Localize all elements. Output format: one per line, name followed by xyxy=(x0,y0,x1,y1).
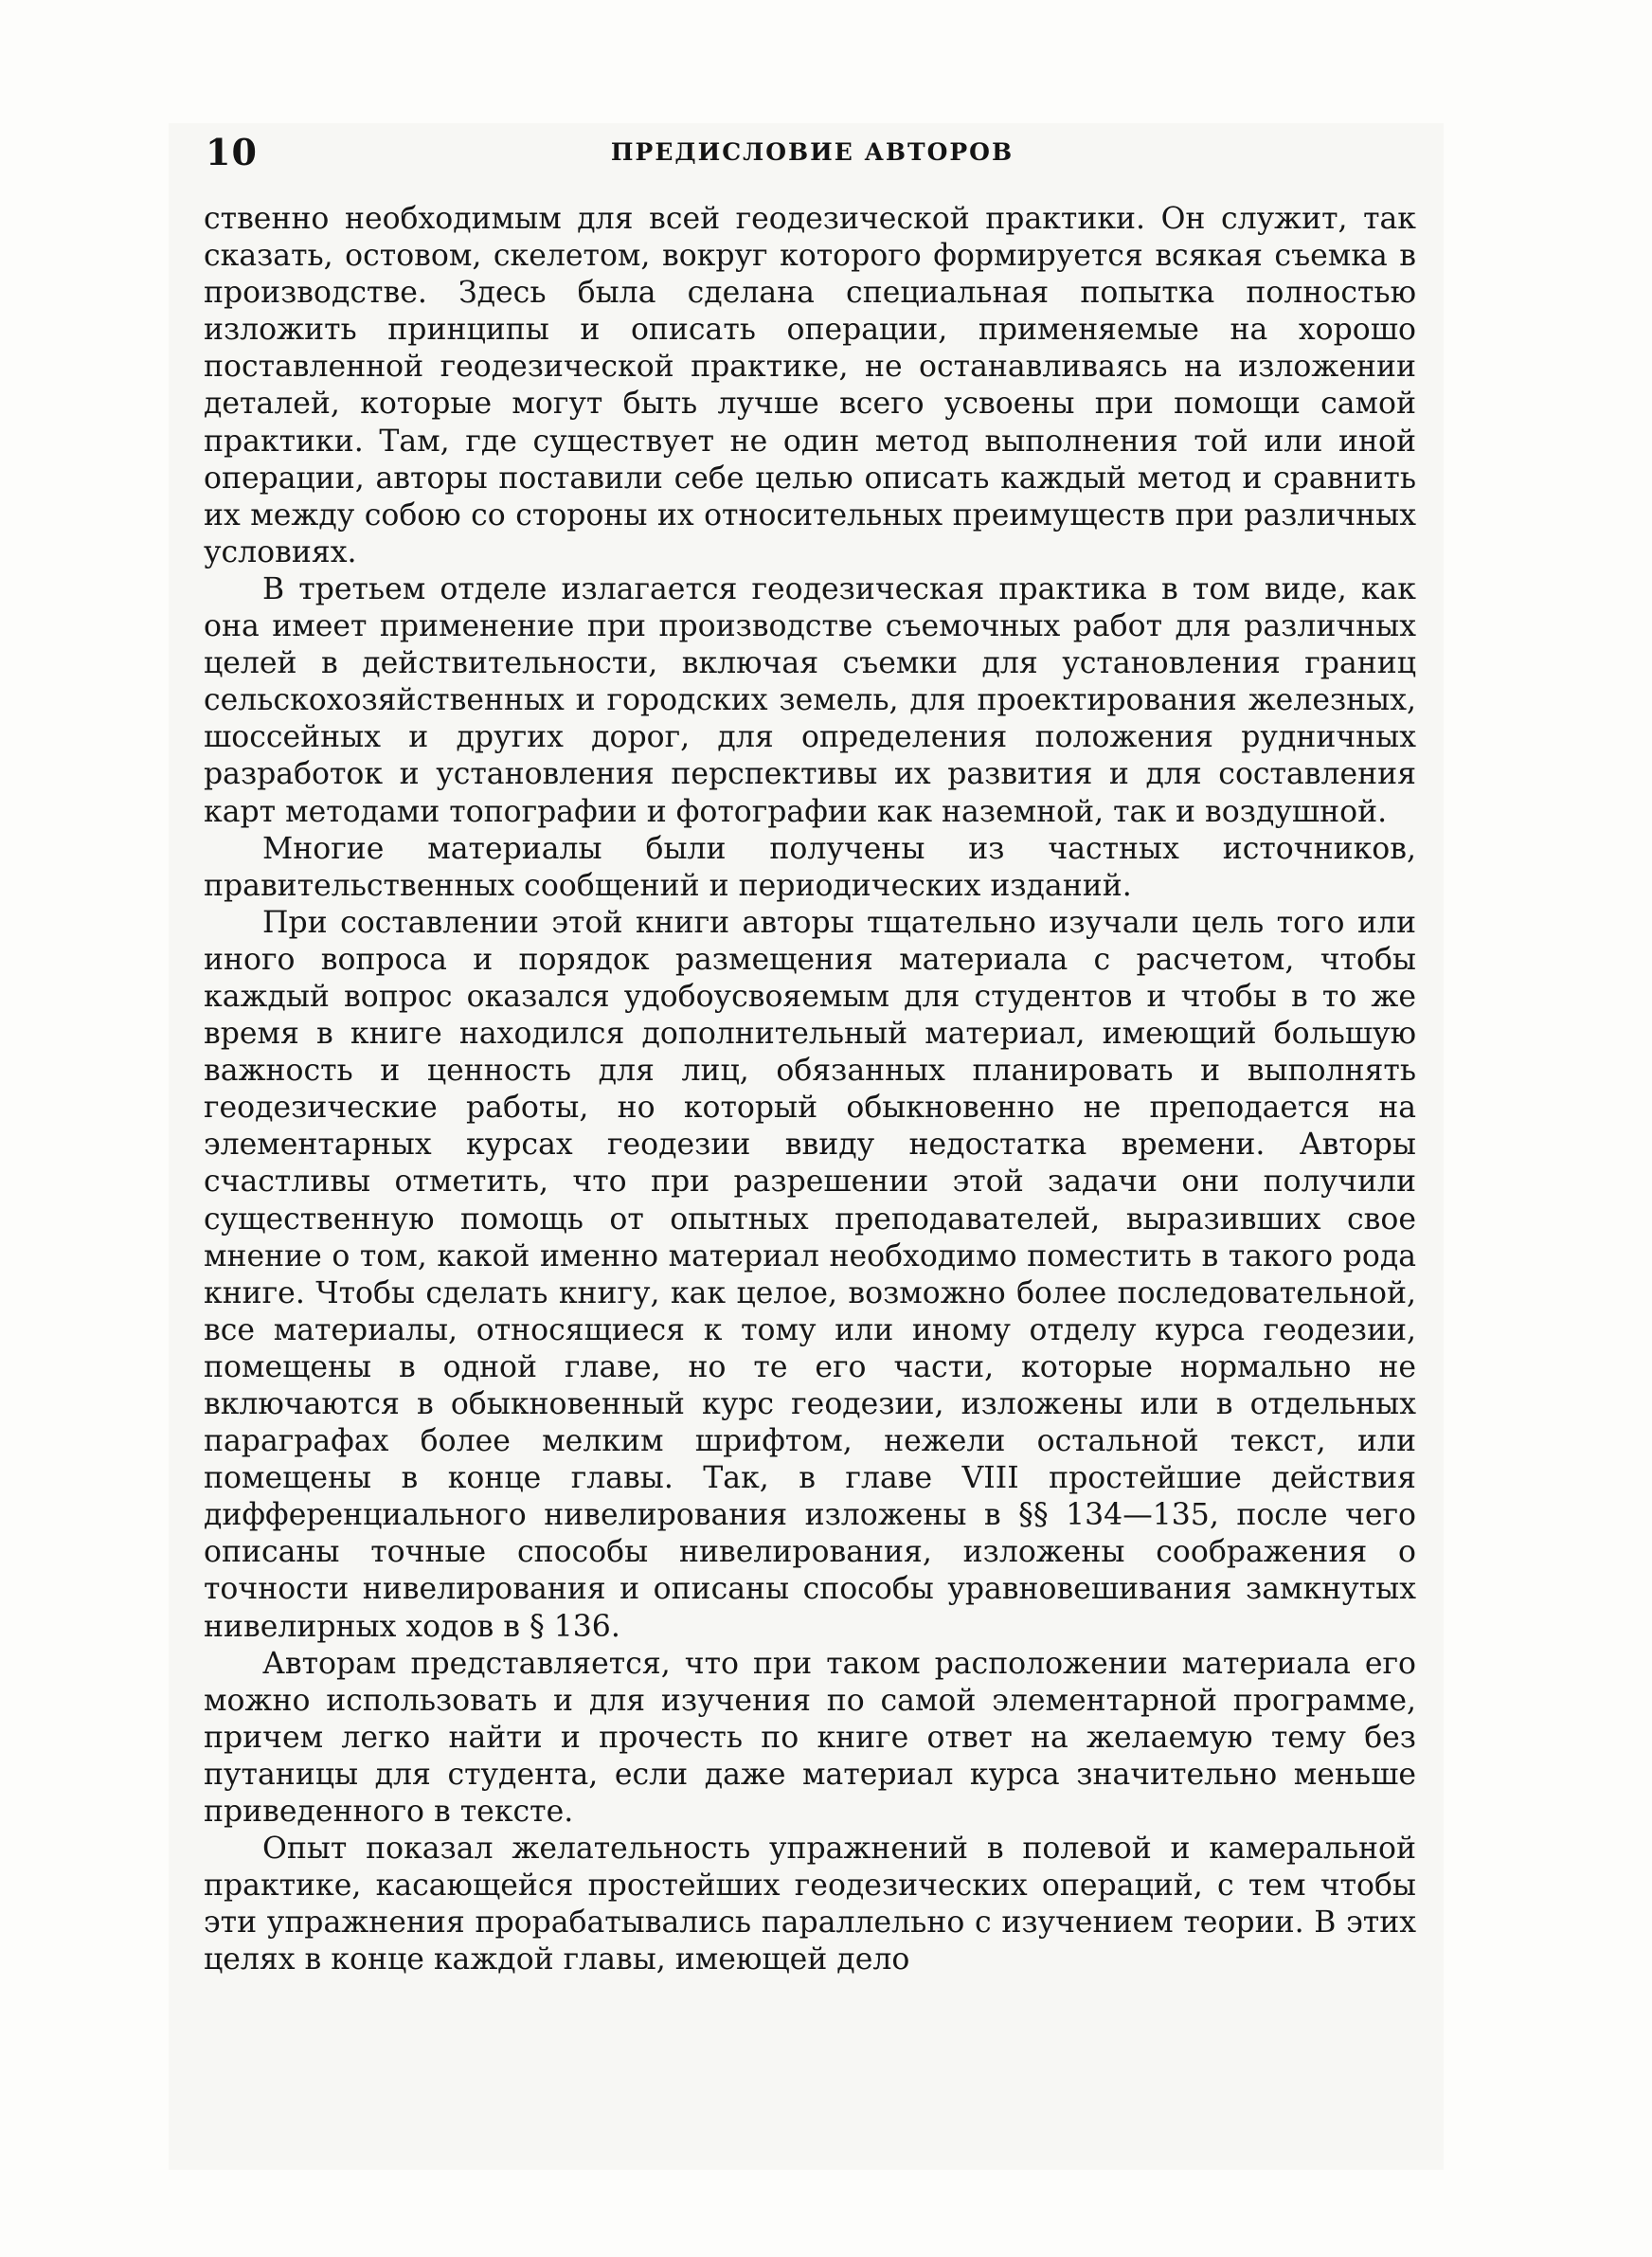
paragraph-usage: Авторам представляется, что при таком расположении материала его можно использовать и для изучения по самой элементарной программе, причем легко найти и прочесть по книге ответ на желаемую тему без путаницы для студента, если даже материал курса значительно меньше приведенного в тексте. xyxy=(204,1646,1416,1830)
paragraph-book-structure: При составлении этой книги авторы тщательно изучали цель того или иного вопроса и порядок размещения материала с расчетом, чтобы каждый вопрос оказался удобоусвояемым для студентов и чтобы в то же время в книге находился дополнительный материал, имеющий большую важность и ценность для лиц, обязанных планировать и выполнять геодезические работы, но который обыкновенно не преподается на элементарных курсах геодезии ввиду недостатка времени. Авторы счастливы отметить, что при разрешении этой задачи они получили существенную помощь от опытных преподавателей, выразивших свое мнение о том, какой именно материал необходимо поместить в такого рода книге. Чтобы сделать книгу, как целое, возможно более последовательной, все материалы, относящиеся к тому или иному отделу курса геодезии, помещены в одной главе, но те его части, которые нормально не включаются в обыкновенный курс геодезии, изложены или в отдельных параграфах более мелким шрифтом, нежели остальной текст, или помещены в конце главы. Так, в главе VIII простейшие действия дифференциального нивелирования изложены в §§ 134—135, после чего описаны точные способы нивелирования, изложены соображения о точности нивелирования и описаны способы уравновешивания замкнутых нивелирных ходов в § 136. xyxy=(204,905,1416,1644)
page-number: 10 xyxy=(206,131,258,173)
running-title: ПРЕДИСЛОВИЕ АВТОРОВ xyxy=(610,138,1015,166)
paragraph-sources: Многие материалы были получены из частных источников, правительственных сообщений и периодических изданий. xyxy=(204,831,1416,903)
paragraph-exercises: Опыт показал желательность упражнений в полевой и камеральной практике, касающейся простейших геодезических операций, с тем чтобы эти упражнения прорабатывались параллельно с изучением теории. В этих целях в конце каждой главы, имеющей дело xyxy=(204,1832,1416,1977)
body-text xyxy=(204,201,1416,1979)
paragraph-third-section: В третьем отделе излагается геодезическая практика в том виде, как она имеет применение при производстве съемочных работ для различных целей в действительности, включая съемки для установления границ сельскохозяйственных и городских земель, для проектирования железных, шоссейных и других дорог, для определения положения рудничных разработок и установления перспективы их развития и для составления карт методами топографии и фотографии как наземной, так и воздушной. xyxy=(204,571,1416,829)
running-head xyxy=(204,131,1421,188)
paragraph-continuation: ственно необходимым для всей геодезической практики. Он служит, так сказать, остовом, скелетом, вокруг которого формируется всякая съемка в производстве. Здесь была сделана специальная попытка полностью изложить принципы и описать операции, применяемые на хорошо поставленной геодезической практике, не останавливаясь на изложении деталей, которые могут быть лучше всего усвоены при помощи самой практики. Там, где существует не один метод выполнения той или иной операции, авторы поставили себе целью описать каждый метод и сравнить их между собою со стороны их относительных преимуществ при различных условиях. xyxy=(204,202,1416,569)
